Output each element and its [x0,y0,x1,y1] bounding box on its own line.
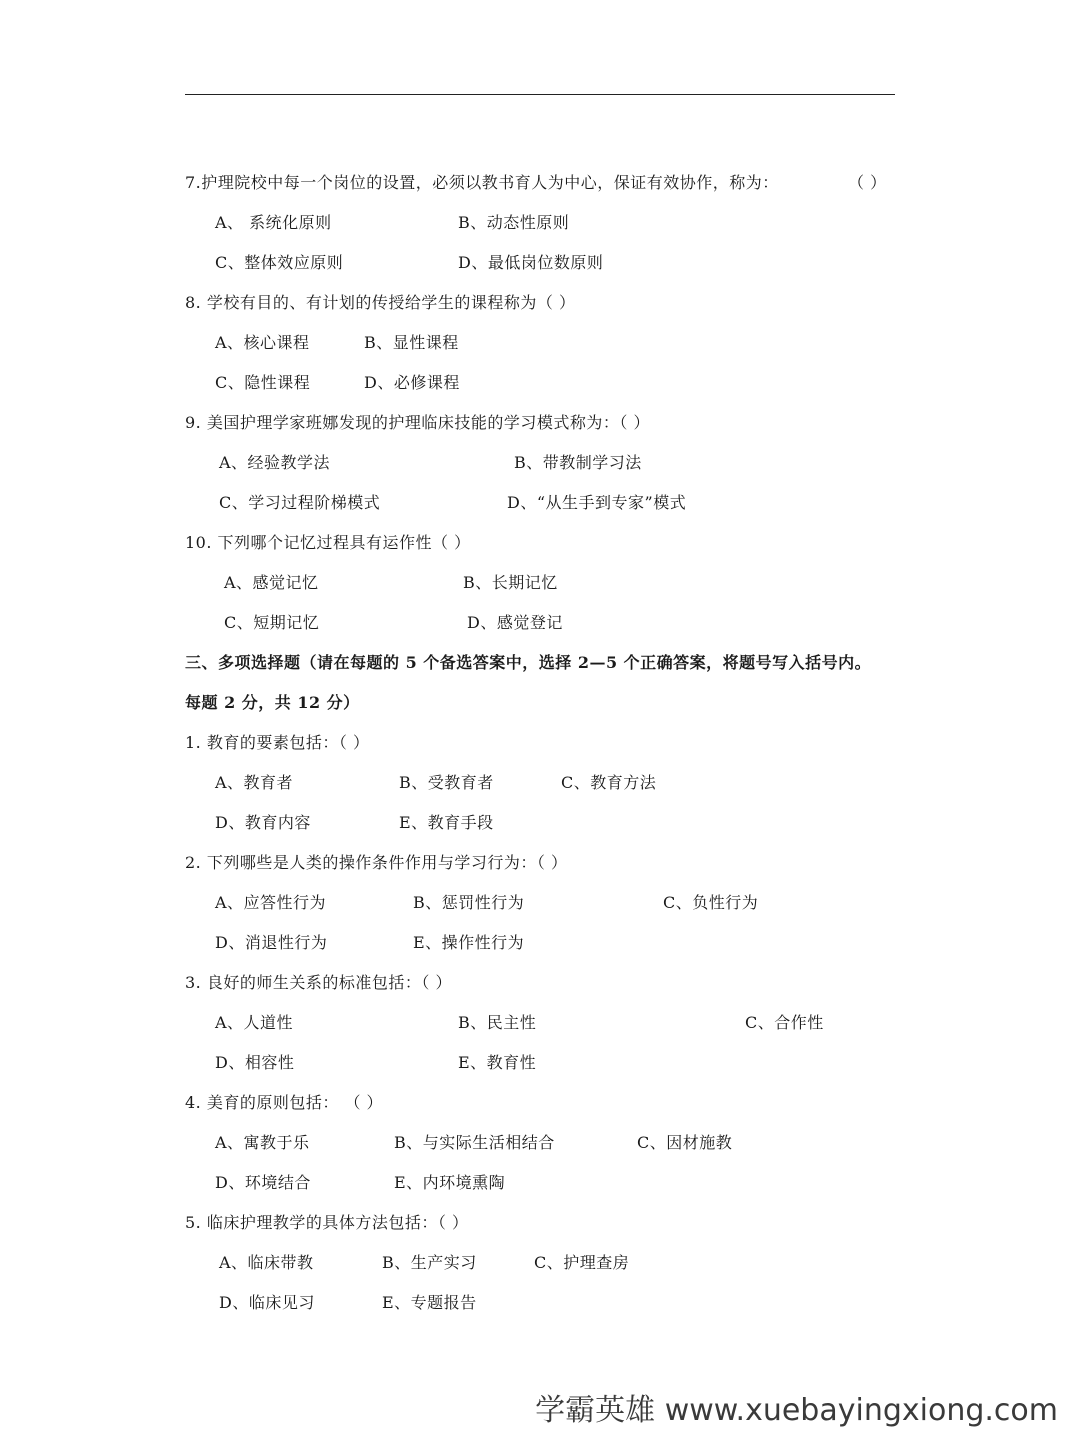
m3-option-a: A、人道性 [215,1013,294,1032]
m4-option-e: E、内环境熏陶 [394,1173,506,1192]
q8-option-d: D、必修课程 [364,373,460,392]
q9-option-a: A、经验教学法 [219,453,331,472]
q10-stem: 10. 下列哪个记忆过程具有运作性（ ） [185,533,471,552]
m2-option-e: E、操作性行为 [413,933,525,952]
m3-stem: 3. 良好的师生关系的标准包括：（ ） [185,973,452,992]
q8-option-b: B、显性课程 [364,333,459,352]
header-rule [185,94,895,95]
q9-option-c: C、学习过程阶梯模式 [219,493,381,512]
section3-heading-line2: 每题 2 分，共 12 分） [185,693,360,712]
q9-option-d: D、“从生手到专家”模式 [507,493,687,512]
m3-option-d: D、相容性 [215,1053,295,1072]
m5-option-d: D、临床见习 [219,1293,315,1312]
m1-option-b: B、受教育者 [399,773,494,792]
m4-stem: 4. 美育的原则包括： （ ） [185,1093,384,1112]
q7-option-a: A、 系统化原则 [215,213,332,232]
m1-option-d: D、教育内容 [215,813,311,832]
m5-option-a: A、临床带教 [219,1253,314,1272]
q10-option-c: C、短期记忆 [224,613,320,632]
m2-option-a: A、应答性行为 [215,893,327,912]
m2-option-b: B、惩罚性行为 [413,893,525,912]
q9-option-b: B、带教制学习法 [514,453,642,472]
q7-option-d: D、最低岗位数原则 [458,253,604,272]
m2-option-c: C、负性行为 [663,893,759,912]
q7-answer-blank: （ ） [848,173,887,192]
m3-option-b: B、民主性 [458,1013,537,1032]
m1-stem: 1. 教育的要素包括：（ ） [185,733,370,752]
m1-option-e: E、教育手段 [399,813,494,832]
m4-option-b: B、与实际生活相结合 [394,1133,555,1152]
site-watermark: 学霸英雄 www.xuebayingxiong.com [535,1393,1058,1428]
section3-heading-line1: 三、多项选择题（请在每题的 5 个备选答案中，选择 2—5 个正确答案，将题号写入括号内。 [185,653,872,672]
m3-option-c: C、合作性 [745,1013,824,1032]
q9-stem: 9. 美国护理学家班娜发现的护理临床技能的学习模式称为：（ ） [185,413,650,432]
m5-stem: 5. 临床护理教学的具体方法包括：（ ） [185,1213,469,1232]
m5-option-e: E、专题报告 [382,1293,477,1312]
q7-stem: 7.护理院校中每一个岗位的设置，必须以教书育人为中心，保证有效协作，称为： [185,173,779,192]
m1-option-a: A、教育者 [215,773,294,792]
q10-option-d: D、感觉登记 [467,613,563,632]
m4-option-c: C、因材施教 [637,1133,733,1152]
q10-option-a: A、感觉记忆 [224,573,319,592]
q8-option-c: C、隐性课程 [215,373,311,392]
m3-option-e: E、教育性 [458,1053,537,1072]
q7-option-c: C、整体效应原则 [215,253,344,272]
q10-option-b: B、长期记忆 [463,573,558,592]
m5-option-b: B、生产实习 [382,1253,477,1272]
q7-option-b: B、动态性原则 [458,213,570,232]
q8-option-a: A、核心课程 [215,333,310,352]
m1-option-c: C、教育方法 [561,773,657,792]
m2-stem: 2. 下列哪些是人类的操作条件作用与学习行为：（ ） [185,853,568,872]
m5-option-c: C、护理查房 [534,1253,630,1272]
m4-option-d: D、环境结合 [215,1173,311,1192]
m4-option-a: A、寓教于乐 [215,1133,310,1152]
q8-stem: 8. 学校有目的、有计划的传授给学生的课程称为（ ） [185,293,576,312]
m2-option-d: D、消退性行为 [215,933,328,952]
